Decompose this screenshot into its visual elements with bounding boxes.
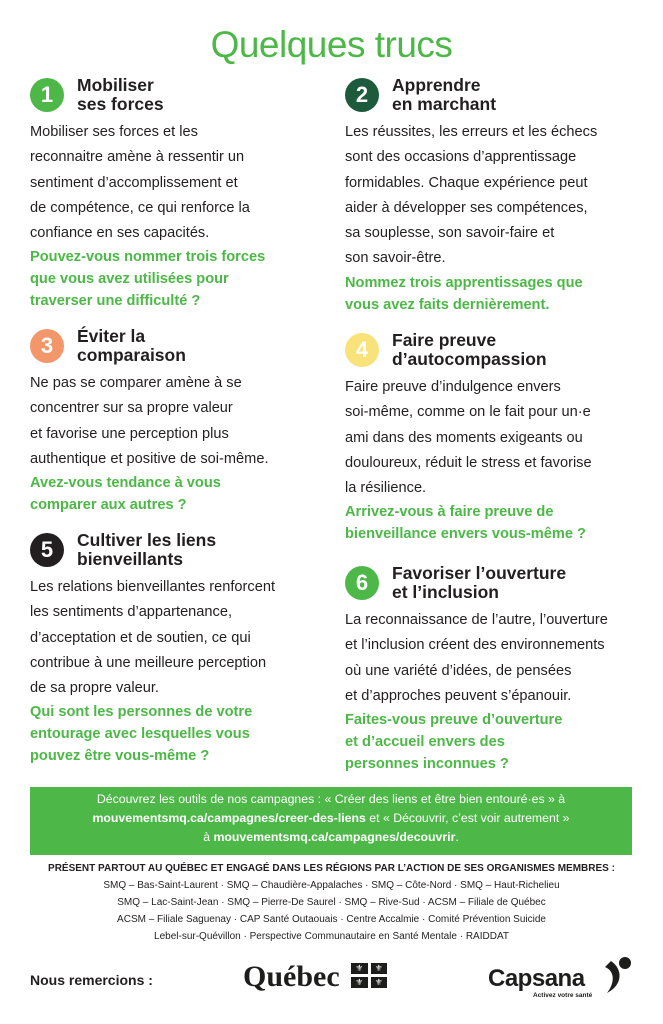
- tip-5: [30, 531, 330, 767]
- banner-line-2-text: et « Découvrir, c’est voir autrement »: [365, 811, 570, 825]
- tip-question: Qui sont les personnes de votre entourage avec lesquelles vous pouvez être vous-même ?: [30, 704, 253, 765]
- tip-title: Cultiver les liens bienveillants: [77, 530, 217, 569]
- members-heading: PRÉSENT PARTOUT AU QUÉBEC ET ENGAGÉ DANS LES RÉGIONS PAR L’ACTION DE SES ORGANISMES MEMBRES :: [48, 863, 615, 874]
- tip-3: [30, 327, 330, 516]
- tip-body: Faire preuve d’indulgence envers soi-même, comme on le fait pour un·e ami dans des moments exigeants ou douloureux, réduit le stress et favorise la résilience.: [345, 379, 592, 497]
- tip-question: Pouvez-vous nommer trois forces que vous avez utilisées pour traverser une difficulté ?: [30, 249, 266, 310]
- tip-title: Mobiliser ses forces: [77, 75, 164, 114]
- tip-number-badge: 3: [30, 329, 64, 363]
- banner-line-2: [30, 809, 632, 828]
- members-line: Lebel-sur-Quévillon · Perspective Communautaire en Santé Mentale · RAIDDAT: [154, 931, 509, 942]
- banner-line-3-suffix: .: [455, 830, 459, 844]
- capsana-tagline: Activez votre santé: [533, 992, 593, 999]
- members-line: SMQ – Lac-Saint-Jean · SMQ – Pierre-De Saurel · SMQ – Rive-Sud · ACSM – Filiale de Québec: [117, 897, 546, 908]
- tip-body: Les relations bienveillantes renforcent les sentiments d’appartenance, d’acceptation et de soutien, ce qui contribue à une meilleure perception de sa propre valeur.: [30, 579, 275, 697]
- tip-4: [345, 331, 645, 545]
- thanks-label: Nous remercions :: [30, 972, 153, 988]
- banner-line-3-prefix: à: [203, 830, 214, 844]
- tip-6: [345, 564, 645, 775]
- tip-title: Favoriser l’ouverture et l’inclusion: [392, 563, 567, 602]
- tip-body: Ne pas se comparer amène à se concentrer sur sa propre valeur et favorise une perception plus authentique et positive de soi-même.: [30, 375, 269, 467]
- page-title: Quelques trucs: [210, 24, 453, 65]
- tip-question: Avez-vous tendance à vous comparer aux autres ?: [30, 475, 221, 514]
- tip-title: Éviter la comparaison: [77, 326, 186, 365]
- quebec-logo: Québec: [243, 960, 340, 993]
- tip-title: Faire preuve d’autocompassion: [392, 330, 547, 369]
- tip-body: Les réussites, les erreurs et les échecs sont des occasions d’apprentissage formidables. Chaque expérience peut aider à développer ses compétences, sa souplesse, son savoir-faire et son savoir-être.: [345, 124, 598, 267]
- campaign-link-decouvrir[interactable]: mouvementsmq.ca/campagnes/decouvrir: [213, 830, 456, 844]
- members-line: ACSM – Filiale Saguenay · CAP Santé Outaouais · Centre Accalmie · Comité Prévention Suicide: [117, 914, 546, 925]
- tip-question: Arrivez-vous à faire preuve de bienveillance envers vous-même ?: [345, 504, 586, 543]
- campaign-banner: [30, 787, 632, 855]
- banner-line-1: Découvrez les outils de nos campagnes : « Créer des liens et être bien entouré·es » à: [96, 792, 566, 806]
- member-organizations: [0, 860, 663, 945]
- tip-1: [30, 76, 330, 312]
- tip-title: Apprendre en marchant: [392, 75, 497, 114]
- fleur-de-lis-flag-icon: ⚜ ⚜ ⚜ ⚜: [351, 963, 387, 987]
- capsana-logo: Capsana: [488, 965, 585, 992]
- campaign-link-creer-des-liens[interactable]: mouvementsmq.ca/campagnes/creer-des-liens: [92, 811, 366, 825]
- banner-line-3: [30, 828, 632, 847]
- tip-body: La reconnaissance de l’autre, l’ouverture et l’inclusion créent des environnements où une variété d’idées, de pensées et d’approches peuvent s’épanouir.: [345, 612, 608, 704]
- tip-number-badge: 1: [30, 78, 64, 112]
- tip-2: [345, 76, 645, 316]
- tip-number-badge: 6: [345, 566, 379, 600]
- tip-number-badge: 2: [345, 78, 379, 112]
- tip-number-badge: 4: [345, 333, 379, 367]
- members-line: SMQ – Bas-Saint-Laurent · SMQ – Chaudière-Appalaches · SMQ – Côte-Nord · SMQ – Haut-Richelieu: [103, 880, 560, 891]
- capsana-mark-icon: [593, 955, 635, 997]
- tip-question: Faites-vous preuve d’ouverture et d’accueil envers des personnes inconnues ?: [345, 712, 563, 773]
- tip-question: Nommez trois apprentissages que vous avez faits dernièrement.: [345, 274, 583, 313]
- tip-body: Mobiliser ses forces et les reconnaitre amène à ressentir un sentiment d’accomplissement et de compétence, ce qui renforce la confiance en ses capacités.: [30, 124, 250, 242]
- tip-number-badge: 5: [30, 533, 64, 567]
